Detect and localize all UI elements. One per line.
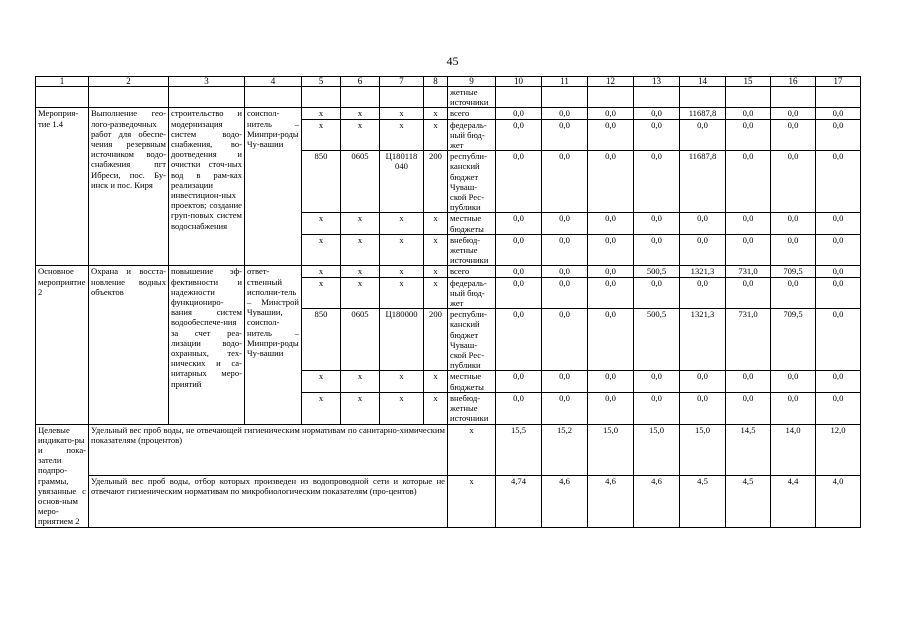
empty-cell: [771, 87, 816, 108]
year-value: 0,0: [680, 392, 726, 424]
year-value: 0,0: [816, 151, 861, 213]
column-number-header: 9: [448, 77, 496, 87]
empty-cell: [816, 87, 861, 108]
budget-code: x: [380, 234, 424, 266]
year-value: 0,0: [816, 119, 861, 151]
budget-code: 200: [424, 151, 448, 213]
column-number-header: 2: [89, 77, 169, 87]
funding-source: жетные источники: [448, 87, 496, 108]
column-number-header: 8: [424, 77, 448, 87]
budget-code: x: [302, 392, 341, 424]
budget-code: x: [302, 371, 341, 392]
empty-cell: [680, 87, 726, 108]
year-value: 0,0: [680, 213, 726, 234]
year-value: 709,5: [771, 266, 816, 277]
budget-code: x: [380, 119, 424, 151]
indicator-value: 4,6: [542, 476, 588, 528]
year-value: 709,5: [771, 309, 816, 371]
empty-cell: [726, 87, 771, 108]
budget-code: x: [424, 371, 448, 392]
year-value: 0,0: [726, 371, 771, 392]
indicator-value: 4,74: [496, 476, 542, 528]
empty-cell: [36, 87, 89, 108]
year-value: 0,0: [542, 309, 588, 371]
budget-code: x: [380, 213, 424, 234]
year-value: 0,0: [542, 277, 588, 309]
year-value: 0,0: [496, 151, 542, 213]
year-value: 0,0: [588, 277, 634, 309]
year-value: 0,0: [496, 309, 542, 371]
measure-name: Мероприя-тие 1.4: [36, 108, 89, 266]
empty-cell: [588, 87, 634, 108]
funding-source: внебюд-жетные источники: [448, 392, 496, 424]
empty-cell: [245, 87, 302, 108]
year-value: 0,0: [680, 234, 726, 266]
budget-code: x: [341, 234, 380, 266]
measure-description: повышение эф-фективности и надежности функциониро-вания систем водообеспече-ния за счет реа-лизации водо-охранных, тех-нических и са-нитарных меро-приятий: [169, 266, 245, 424]
column-number-header: 14: [680, 77, 726, 87]
year-value: 0,0: [771, 213, 816, 234]
budget-code: x: [380, 266, 424, 277]
year-value: 0,0: [726, 119, 771, 151]
budget-code: x: [424, 119, 448, 151]
year-value: 11687,8: [680, 108, 726, 119]
measure-title: Выполнение гео-лого-разведочных работ для обеспе-чения резервным источником водо-снабжения пгт Ибреси, пос. Бу-инск и пос. Киря: [89, 108, 169, 266]
year-value: 0,0: [771, 119, 816, 151]
year-value: 0,0: [588, 151, 634, 213]
year-value: 0,0: [816, 234, 861, 266]
column-number-header: 12: [588, 77, 634, 87]
measure-name: Основное мероприятие 2: [36, 266, 89, 424]
year-value: 0,0: [496, 371, 542, 392]
year-value: 0,0: [588, 234, 634, 266]
year-value: 11687,8: [680, 151, 726, 213]
year-value: 731,0: [726, 266, 771, 277]
budget-code: x: [424, 108, 448, 119]
year-value: 0,0: [816, 309, 861, 371]
column-number-header: 5: [302, 77, 341, 87]
funding-source: федераль-ный бюд-жет: [448, 277, 496, 309]
budget-code: x: [424, 277, 448, 309]
year-value: 0,0: [816, 392, 861, 424]
measure-description: строительство и модернизация систем водо-снабжения, во-доотведения и очистки сточ-ных вод в рам-ках реализации инвестицион-ных проектов; создание груп-повых систем водоснабжения: [169, 108, 245, 266]
budget-code: 200: [424, 309, 448, 371]
measure-title: Охрана и восста-новление водных объектов: [89, 266, 169, 424]
year-value: 0,0: [726, 392, 771, 424]
column-number-header: 3: [169, 77, 245, 87]
year-value: 0,0: [588, 108, 634, 119]
year-value: 0,0: [542, 371, 588, 392]
budget-code: Ц180000: [380, 309, 424, 371]
empty-cell: [302, 87, 341, 108]
empty-cell: [89, 87, 169, 108]
column-number-header: 4: [245, 77, 302, 87]
empty-cell: [634, 87, 680, 108]
year-value: 0,0: [496, 392, 542, 424]
page-number: 45: [446, 54, 459, 68]
budget-code: x: [380, 392, 424, 424]
table-row: [36, 266, 861, 277]
year-value: 500,5: [634, 309, 680, 371]
indicator-value: 4,6: [634, 476, 680, 528]
year-value: 0,0: [634, 108, 680, 119]
indicator-value: 15,5: [496, 424, 542, 476]
funding-source: всего: [448, 108, 496, 119]
year-value: 0,0: [588, 213, 634, 234]
budget-code: x: [341, 392, 380, 424]
header-row: [36, 77, 861, 87]
year-value: 0,0: [680, 371, 726, 392]
indicator-row: [36, 424, 861, 476]
continuation-row: [36, 87, 861, 108]
indicator-value: 15,0: [680, 424, 726, 476]
indicator-value: 15,2: [542, 424, 588, 476]
year-value: 0,0: [588, 309, 634, 371]
budget-code: x: [424, 392, 448, 424]
funding-source: республи-канский бюджет Чуваш-ской Рес-публики: [448, 151, 496, 213]
indicator-row: [36, 476, 861, 528]
column-number-header: 17: [816, 77, 861, 87]
year-value: 0,0: [542, 119, 588, 151]
indicator-value: 4,4: [771, 476, 816, 528]
year-value: 0,0: [634, 119, 680, 151]
year-value: 0,0: [816, 108, 861, 119]
budget-code: x: [424, 213, 448, 234]
column-number-header: 6: [341, 77, 380, 87]
year-value: 0,0: [816, 213, 861, 234]
year-value: 0,0: [634, 234, 680, 266]
year-value: 0,0: [771, 392, 816, 424]
year-value: 0,0: [496, 234, 542, 266]
budget-code: x: [341, 119, 380, 151]
year-value: 0,0: [634, 392, 680, 424]
funding-source: местные бюджеты: [448, 371, 496, 392]
funding-source: всего: [448, 266, 496, 277]
indicator-value: 4,5: [726, 476, 771, 528]
year-value: 0,0: [771, 108, 816, 119]
empty-cell: [496, 87, 542, 108]
year-value: 0,0: [634, 151, 680, 213]
indicator-value: 15,0: [634, 424, 680, 476]
year-value: 0,0: [726, 234, 771, 266]
budget-code: x: [341, 108, 380, 119]
empty-cell: [542, 87, 588, 108]
budget-code: 850: [302, 309, 341, 371]
year-value: 0,0: [496, 119, 542, 151]
column-number-header: 11: [542, 77, 588, 87]
budget-code: x: [424, 266, 448, 277]
year-value: 0,0: [634, 371, 680, 392]
column-number-header: 15: [726, 77, 771, 87]
year-value: 0,0: [496, 108, 542, 119]
year-value: 0,0: [816, 277, 861, 309]
budget-code: 0605: [341, 151, 380, 213]
budget-code: x: [302, 108, 341, 119]
indicator-value: 4,6: [588, 476, 634, 528]
year-value: 0,0: [680, 277, 726, 309]
year-value: 0,0: [771, 371, 816, 392]
year-value: 731,0: [726, 309, 771, 371]
budget-code: x: [380, 277, 424, 309]
year-value: 0,0: [588, 119, 634, 151]
budget-code: 0605: [341, 309, 380, 371]
funding-source: федераль-ный бюд-жет: [448, 119, 496, 151]
year-value: 0,0: [542, 234, 588, 266]
budget-code: x: [302, 213, 341, 234]
indicator-mark: x: [448, 476, 496, 528]
budget-code: x: [302, 266, 341, 277]
year-value: 0,0: [496, 213, 542, 234]
empty-cell: [424, 87, 448, 108]
year-value: 0,0: [726, 151, 771, 213]
indicator-value: 14,5: [726, 424, 771, 476]
column-number-header: 1: [36, 77, 89, 87]
indicator-value: 15,0: [588, 424, 634, 476]
empty-cell: [169, 87, 245, 108]
budget-code: x: [302, 277, 341, 309]
indicator-text: Удельный вес проб воды, отбор которых произведен из водопроводной сети и которые не отвечают гигиеническим нормативам по микробиологическим показателям (про-центов): [89, 476, 448, 528]
year-value: 0,0: [771, 234, 816, 266]
budget-code: x: [424, 234, 448, 266]
funding-source: местные бюджеты: [448, 213, 496, 234]
year-value: 0,0: [726, 277, 771, 309]
budget-code: x: [302, 234, 341, 266]
funding-source: внебюд-жетные источники: [448, 234, 496, 266]
indicator-mark: x: [448, 424, 496, 476]
year-value: 0,0: [771, 151, 816, 213]
year-value: 0,0: [771, 277, 816, 309]
year-value: 0,0: [496, 266, 542, 277]
year-value: 0,0: [816, 266, 861, 277]
budget-code: x: [380, 371, 424, 392]
budget-code: x: [341, 213, 380, 234]
year-value: 0,0: [816, 371, 861, 392]
year-value: 0,0: [588, 392, 634, 424]
year-value: 0,0: [634, 213, 680, 234]
year-value: 0,0: [588, 266, 634, 277]
year-value: 0,0: [588, 371, 634, 392]
budget-code: x: [341, 266, 380, 277]
measure-executor: ответ-ственный исполни-тель – Минстрой Чувашии, соиспол-нитель – Минпри-роды Чу-вашии: [245, 266, 302, 424]
indicator-text: Удельный вес проб воды, не отвечающей гигиеническим нормативам по санитарно-химическим показателям (процентов): [89, 424, 448, 476]
year-value: 0,0: [726, 108, 771, 119]
budget-code: x: [341, 277, 380, 309]
year-value: 0,0: [542, 392, 588, 424]
year-value: 0,0: [496, 277, 542, 309]
year-value: 500,5: [634, 266, 680, 277]
table-row: [36, 108, 861, 119]
column-number-header: 16: [771, 77, 816, 87]
budget-code: Ц180118 040: [380, 151, 424, 213]
column-number-header: 10: [496, 77, 542, 87]
indicator-value: 14,0: [771, 424, 816, 476]
indicator-value: 4,5: [680, 476, 726, 528]
year-value: 0,0: [542, 266, 588, 277]
year-value: 0,0: [542, 108, 588, 119]
year-value: 1321,3: [680, 266, 726, 277]
budget-code: x: [380, 108, 424, 119]
indicator-value: 4,0: [816, 476, 861, 528]
funding-source: республи-канский бюджет Чуваш-ской Рес-публики: [448, 309, 496, 371]
year-value: 0,0: [542, 213, 588, 234]
year-value: 0,0: [542, 151, 588, 213]
empty-cell: [341, 87, 380, 108]
column-number-header: 7: [380, 77, 424, 87]
indicators-label: Целевые индикато-ры и пока-затели подпро-граммы, увязанные с основ-ным меро-приятием 2: [36, 424, 89, 527]
year-value: 0,0: [634, 277, 680, 309]
budget-code: x: [302, 119, 341, 151]
year-value: 1321,3: [680, 309, 726, 371]
budget-code: 850: [302, 151, 341, 213]
column-number-header: 13: [634, 77, 680, 87]
budget-table: [35, 76, 861, 528]
empty-cell: [380, 87, 424, 108]
indicator-value: 12,0: [816, 424, 861, 476]
year-value: 0,0: [726, 213, 771, 234]
measure-executor: соиспол-нитель – Минпри-роды Чу-вашии: [245, 108, 302, 266]
year-value: 0,0: [680, 119, 726, 151]
budget-code: x: [341, 371, 380, 392]
